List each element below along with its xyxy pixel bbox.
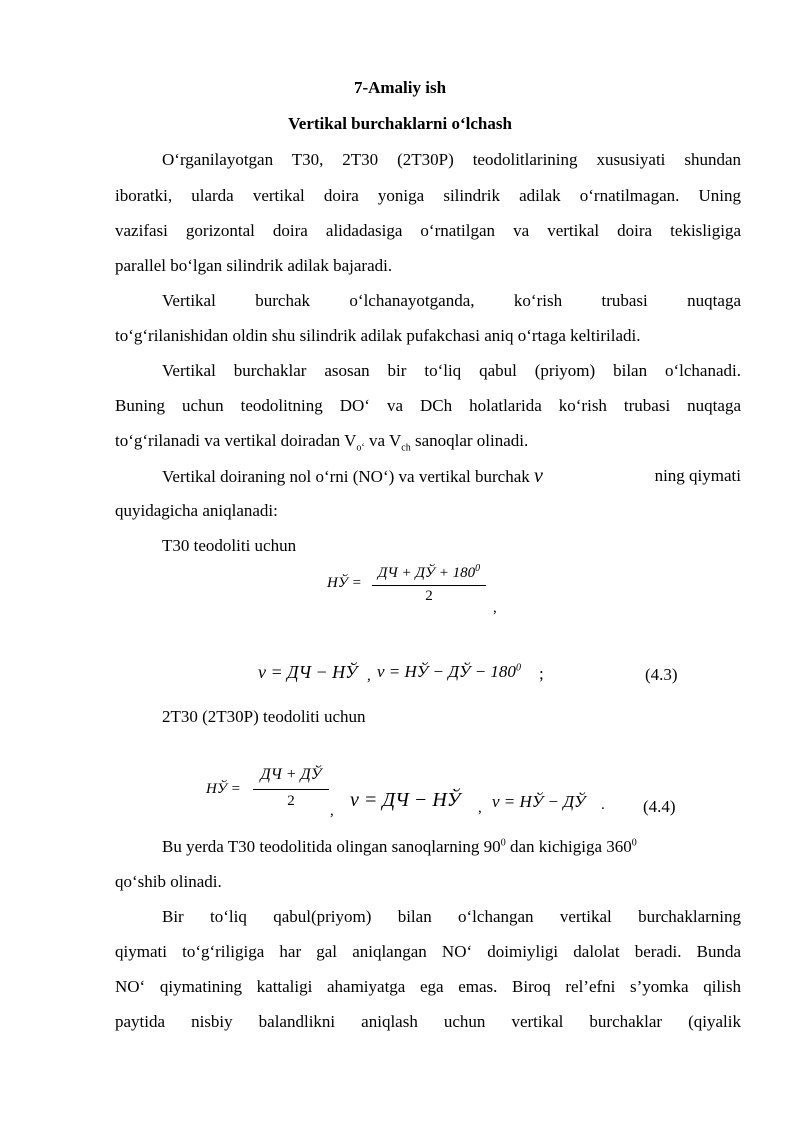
fraction-bar	[372, 585, 486, 586]
nu-symbol: ν	[534, 465, 543, 487]
t30-heading: T30 teodoliti uchun	[162, 536, 297, 555]
p8-line1: Bir to‘liq qabul(priyom) bilan o‘lchangan vertikal burchaklarning	[162, 907, 741, 926]
p3-line1: Vertikal burchaklar asosan bir to‘liq qabul (priyom) bilan o‘lchanadi.	[162, 361, 741, 380]
p7-line2: qo‘shib olinadi.	[115, 872, 222, 891]
p1-line4: parallel bo‘lgan silindrik adilak bajaradi.	[115, 256, 393, 275]
p1-line1: O‘rganilayotgan T30, 2T30 (2T30P) teodolitlarining xususiyati shundan	[162, 150, 741, 169]
fraction-bar	[253, 789, 329, 790]
p3-line3: to‘g‘rilanadi va vertikal doiradan $V_{o‘}$ va $V_{ch}$ sanoqlar olinadi.	[115, 431, 529, 454]
p8-line4: paytida nisbiy balandlikni aniqlash uchun vertikal burchaklar (qiyalik	[115, 1012, 741, 1031]
document-page: 7-Amaliy ish Vertikal burchaklarni o‘lchash O‘rganilayotgan T30, 2T30 (2T30P) teodolitlarining xususiyati shundan iboratki, ularda vertikal doira yoniga silindrik adilak o‘rnatilmagan. Uning vazifasi gorizontal doira alidadasiga o‘rnatilgan va vertikal doira tekisligiga parallel bo‘lgan silindrik adilak bajaradi. Vertikal burchak o‘lchanayotganda, ko‘rish trubasi nuqtaga to‘g‘rilanishidan oldin shu silindrik adilak pufakchasi aniq o‘rtaga keltiriladi. Vertikal burchaklar asosan bir to‘liq qabul (priyom) bilan o‘lchanadi. Buning uchun teodolitning DO‘ va DCh holatlarida ko‘rish trubasi nuqtaga to‘g‘rilanadi va vertikal doiradan $V_{o‘}$ va $V_{ch}$ sanoqlar olinadi. Vertikal doiraning nol o‘rni (NO‘) va vertikal burchak ν ning qiymati quyidagicha aniqlanadi: T30 teodoliti uchun НЎ = ДЧ + ДЎ + $180^0$ 2 , ν = ДЧ − НЎ , ν = НЎ − ДЎ − $180^0$ ; (4.3) 2T30 (2T30P) teodoliti uchun НЎ = ДЧ + ДЎ 2 , ν = ДЧ − НЎ , ν = НЎ − ДЎ . (4.4) Bu yerda T30 teodolitida olingan sanoqlarning $90^0$ dan kichigiga $360^0$ qo‘shib olinadi. Bir to‘liq qabul(priyom) bilan o‘lchangan vertikal burchaklarning qiymati to‘g‘riligiga har gal aniqlangan NO‘ doimiyligi dalolat beradi. Bunda NO‘ qiymatining kattaligi ahamiyatga ega emas. Biroq rel’efni s’yomka qilish paytida nisbiy balandlikni aniqlash uchun vertikal burchaklar (qiyalik	[0, 0, 800, 1131]
p4-line2: quyidagicha aniqlanadi:	[115, 501, 278, 520]
2t30-heading: 2T30 (2T30P) teodoliti uchun	[162, 707, 366, 726]
p7-line1: Bu yerda T30 teodolitida olingan sanoqlarning $90^0$ dan kichigiga $360^0$	[162, 837, 637, 856]
equation-label-4-3: (4.3)	[645, 665, 678, 684]
p8-line3: NO‘ qiymatining kattaligi ahamiyatga ega emas. Biroq rel’efni s’yomka qilish	[115, 977, 741, 996]
page-title: Vertikal burchaklarni o‘lchash	[288, 114, 512, 133]
p1-line2: iboratki, ularda vertikal doira yoniga silindrik adilak o‘rnatilmagan. Uning	[115, 186, 741, 205]
p8-line2: qiymati to‘g‘riligiga har gal aniqlangan NO‘ doimiyligi dalolat beradi. Bunda	[115, 942, 741, 961]
practical-work-number: 7-Amaliy ish	[353, 78, 447, 97]
p1-line3: vazifasi gorizontal doira alidadasiga o‘rnatilgan va vertikal doira tekisligiga	[115, 221, 741, 240]
p2-line2: to‘g‘rilanishidan oldin shu silindrik adilak pufakchasi aniq o‘rtaga keltiriladi.	[115, 326, 641, 345]
equation-label-4-4: (4.4)	[643, 797, 676, 816]
p3-line2: Buning uchun teodolitning DO‘ va DCh holatlarida ko‘rish trubasi nuqtaga	[115, 396, 741, 415]
p2-line1: Vertikal burchak o‘lchanayotganda, ko‘rish trubasi nuqtaga	[162, 291, 741, 310]
p4-line1: Vertikal doiraning nol o‘rni (NO‘) va vertikal burchak ν ning qiymati	[162, 465, 741, 487]
